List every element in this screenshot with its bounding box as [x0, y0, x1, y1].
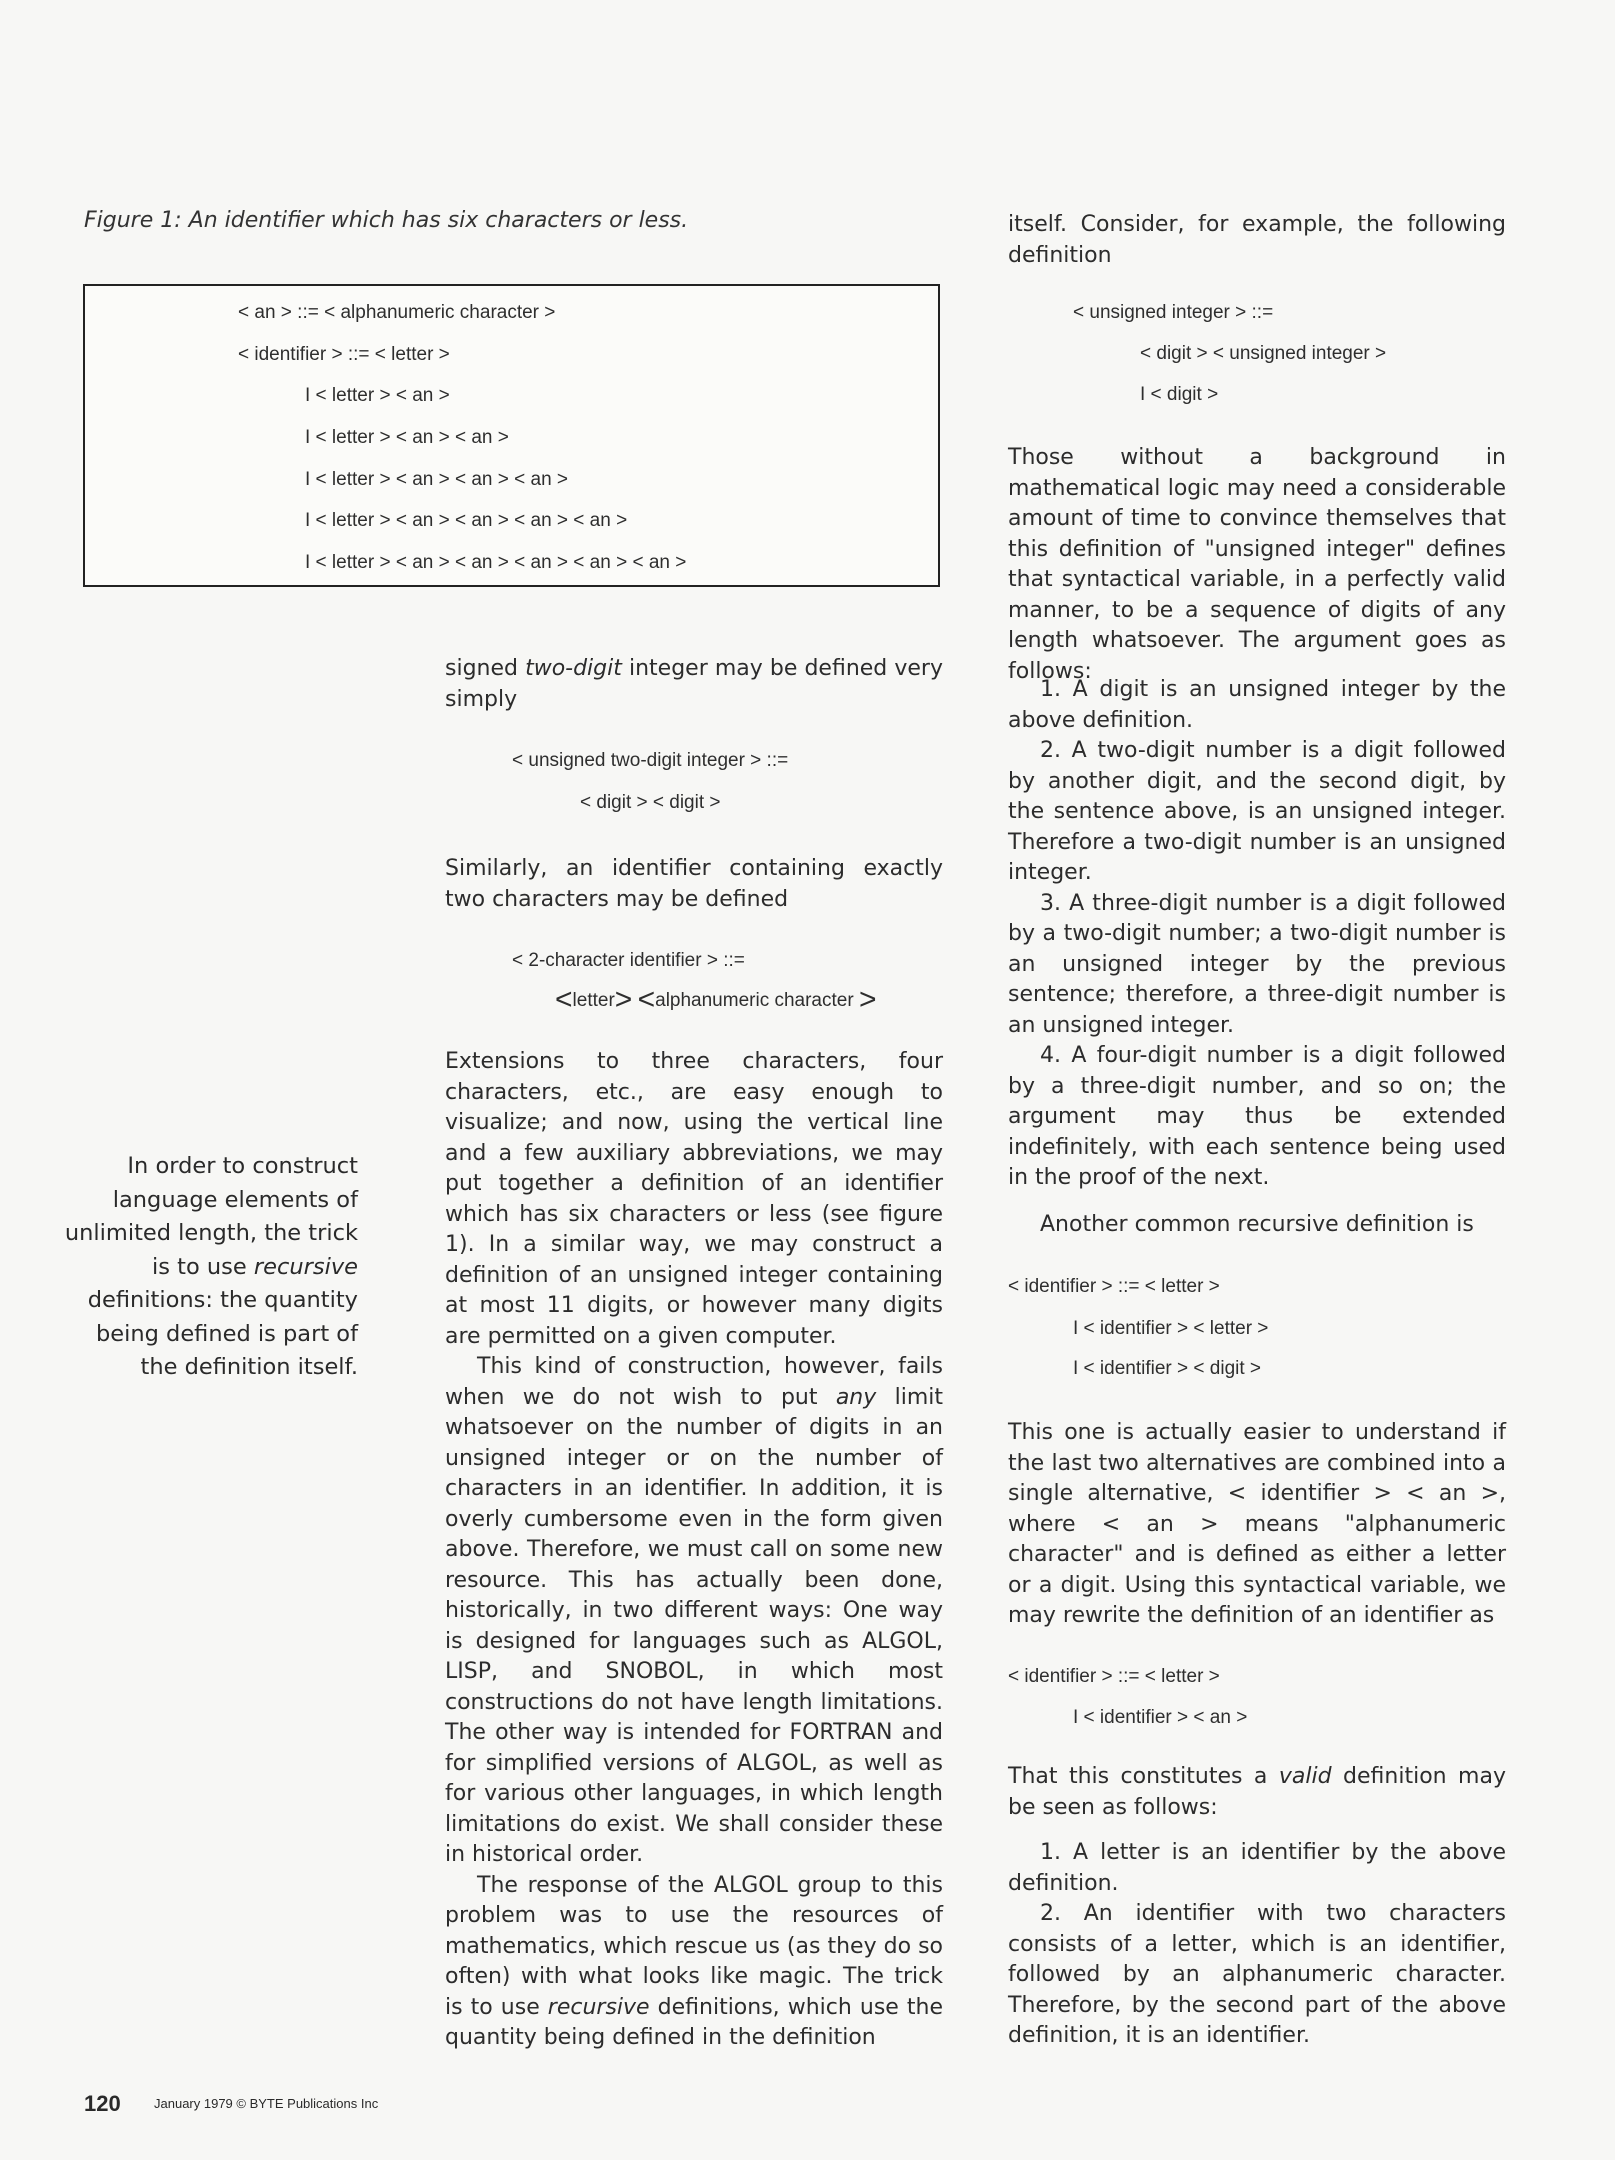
middle-body — [445, 1047, 943, 2054]
grammar-line: I < identifier > < letter > — [1073, 1318, 1269, 1339]
grammar-line: < identifier > ::= < letter > — [1008, 1666, 1220, 1687]
paragraph: This kind of construction, however, fails when we do not wish to put any limit whatsoever on the number of digits in an unsigned integer or on the number of characters in an identifier. In addition, it is overly cumbersome even in the form given above. Therefore, we must call on some new resource. This has actually been done, historically, in two different ways: One way is designed for languages such as ALGOL, LISP, and SNOBOL, in which most constructions do not have length limitations. The other way is intended for FORTRAN and for simplified versions of ALGOL, as well as for various other languages, in which length limitations do exist. We shall consider these in historical order. — [445, 1354, 944, 1867]
grammar-line: I < identifier > < digit > — [1073, 1358, 1262, 1379]
figure-line: I < letter > < an > — [305, 385, 450, 406]
figure-line: I < letter > < an > < an > — [305, 427, 509, 448]
middle-para-1: signed two-digit integer may be defined very simply — [445, 656, 943, 712]
grammar-line: < identifier > ::= < letter > — [1008, 1276, 1220, 1297]
paragraph: Extensions to three characters, four characters, etc., are easy enough to visualize; and now, using the vertical line and a few auxiliary abbreviations, we may put together a definition of an identifier which has six characters or less (see figure 1). In a similar way, we may construct a definition of an unsigned integer containing at most 11 digits, or however many digits are permitted on a given computer. — [445, 1049, 943, 1349]
list-item: 1. A letter is an identifier by the above definition. — [1008, 1840, 1506, 1896]
figure-caption: Figure 1: An identifier which has six characters or less. — [84, 208, 689, 233]
figure-line: < identifier > ::= < letter > — [238, 344, 450, 365]
figure-line: I < letter > < an > < an > < an > — [305, 469, 569, 490]
footer-credit: January 1979 © BYTE Publications Inc — [154, 2096, 379, 2111]
right-para-3: Another common recursive definition is — [1040, 1212, 1474, 1237]
list-item: 2. An identifier with two characters consists of a letter, which is an identifier, followed by an alphanumeric character. Therefore, by the second part of the above definition, it is an identifier. — [1008, 1901, 1506, 2048]
proof-list — [1008, 1838, 1506, 2052]
right-para-1: itself. Consider, for example, the following definition — [1008, 212, 1506, 268]
figure-line: I < letter > < an > < an > < an > < an > — [305, 510, 628, 531]
argument-list — [1008, 675, 1506, 1194]
grammar-line: < unsigned integer > ::= — [1073, 302, 1274, 323]
figure-line: I < letter > < an > < an > < an > < an > < an > — [305, 552, 687, 573]
pull-quote: In order to construct language elements of unlimited length, the trick is to use recursive definitions: the quantity being defined is part of the definition itself. — [64, 1153, 358, 1380]
list-item: 3. A three-digit number is a digit followed by a two-digit number; a two-digit number is an unsigned integer by the previous sentence; therefore, a three-digit number is an unsigned integer. — [1008, 890, 1506, 1038]
page-number: 120 — [84, 2091, 121, 2116]
grammar-line: < unsigned two-digit integer > ::= — [512, 750, 789, 771]
list-item: 4. A four-digit number is a digit followed by a three-digit number, and so on; the argument may thus be extended indefinitely, with each sentence being used in the proof of the next. — [1008, 1043, 1506, 1190]
middle-para-2: Similarly, an identifier containing exactly two characters may be defined — [445, 856, 943, 912]
grammar-line: I < identifier > < an > — [1073, 1707, 1248, 1728]
grammar-line: I < digit > — [1140, 384, 1219, 405]
figure-box — [83, 284, 940, 587]
list-item: 1. A digit is an unsigned integer by the above definition. — [1008, 677, 1506, 733]
list-item: 2. A two-digit number is a digit followed by another digit, and the second digit, by the sentence above, is an unsigned integer. Therefore a two-digit number is an unsigned integer. — [1008, 738, 1506, 885]
right-para-5: That this constitutes a valid definition may be seen as follows: — [1008, 1764, 1506, 1820]
right-para-2: Those without a background in mathematical logic may need a considerable amount of time to convince themselves that this definition of "unsigned integer" defines that syntactical variable, in a perfectly valid manner, to be a sequence of digits of any length whatsoever. The argument goes as follows: — [1008, 445, 1506, 684]
grammar-line: < digit > < digit > — [580, 792, 721, 813]
grammar-line: <letter> <alphanumeric character > — [555, 983, 877, 1016]
figure-line: < an > ::= < alphanumeric character > — [238, 302, 556, 323]
grammar-line: < 2-character identifier > ::= — [512, 950, 745, 971]
right-para-4: This one is actually easier to understand if the last two alternatives are combined into a single alternative, < identifier > < an >, where < an > means "alphanumeric character" and is defined as either a letter or a digit. Using this syntactical variable, we may rewrite the definition of an identifier as — [1008, 1420, 1506, 1628]
grammar-line: < digit > < unsigned integer > — [1140, 343, 1387, 364]
paragraph: The response of the ALGOL group to this problem was to use the resources of mathematics, which rescue us (as they do so often) with what looks like magic. The trick is to use recursive definitions, which use the quantity being defined in the definition — [445, 1872, 943, 2050]
